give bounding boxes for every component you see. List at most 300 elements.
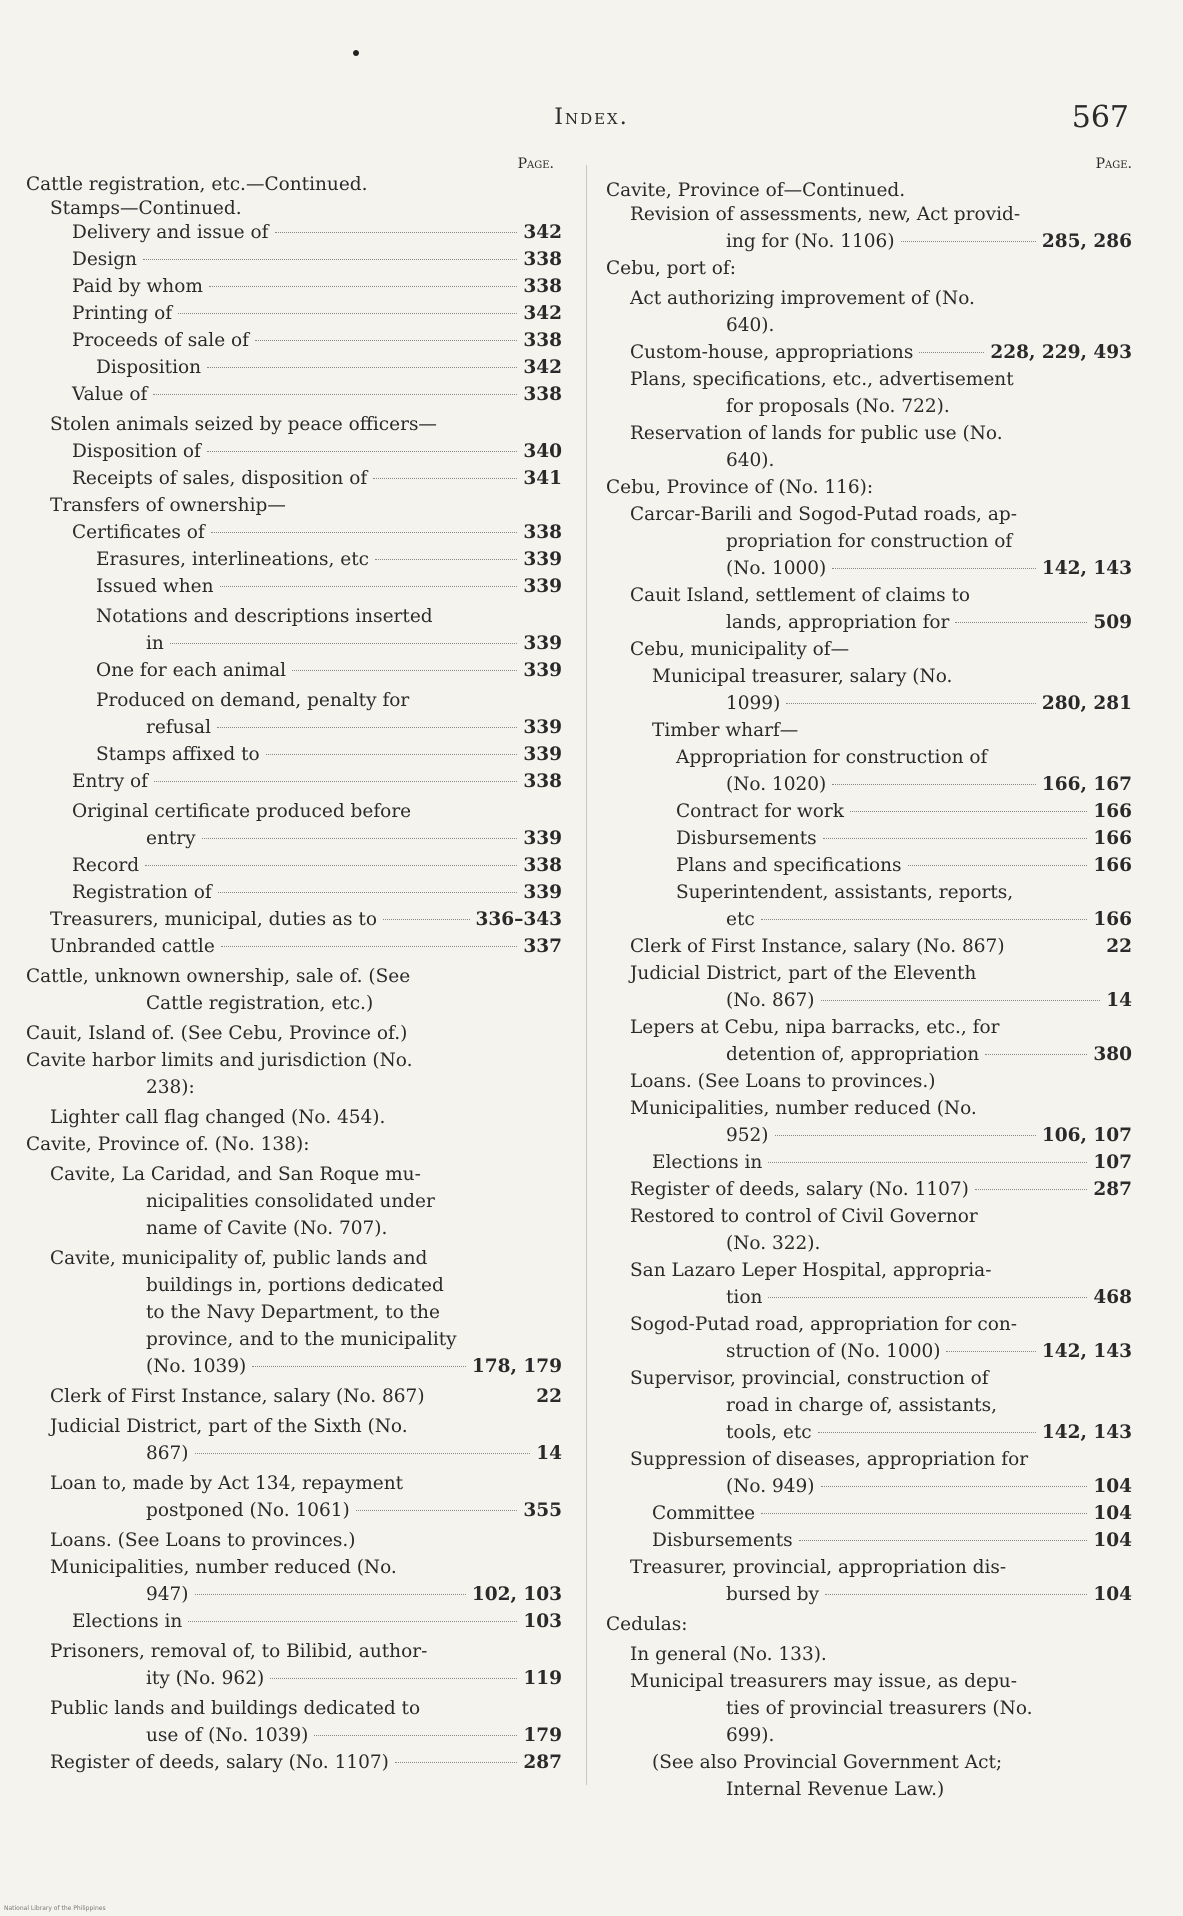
index-entry — [606, 612, 1132, 634]
entry-text: Elections in — [72, 1611, 183, 1632]
entry-text: ing for (No. 1106) — [726, 231, 895, 252]
entry-page-ref: 380 — [1093, 1044, 1132, 1065]
entry-text: tion — [726, 1287, 763, 1308]
entry-text: Judicial District, part of the Sixth (No. — [50, 1416, 408, 1437]
entry-page-ref: 468 — [1093, 1287, 1132, 1308]
entry-page-ref: 342 — [523, 222, 562, 243]
entry-text: Stamps affixed to — [96, 744, 260, 765]
entry-text: Sogod-Putad road, appropriation for con- — [630, 1314, 1018, 1335]
dot-leader — [145, 865, 517, 866]
entry-text: lands, appropriation for — [726, 612, 950, 633]
entry-text: Lighter call flag changed (No. 454). — [50, 1107, 386, 1128]
dot-leader — [832, 568, 1036, 569]
index-entry — [606, 1341, 1132, 1363]
index-entry — [606, 1476, 1132, 1498]
index-entry — [26, 1356, 562, 1378]
entry-text: Municipal treasurer, salary (No. — [652, 666, 953, 687]
index-entry — [606, 1206, 1132, 1228]
index-entry — [606, 639, 1132, 661]
dot-leader — [170, 643, 518, 644]
entry-text: Committee — [652, 1503, 756, 1524]
entry-text: (No. 1020) — [726, 774, 827, 795]
index-entry — [26, 1329, 562, 1351]
entry-text: refusal — [146, 717, 211, 738]
entry-page-ref: 179 — [523, 1725, 562, 1746]
entry-text: bursed by — [726, 1584, 820, 1605]
dot-leader — [373, 478, 517, 479]
entry-text: Cebu, Province of (No. 116): — [606, 477, 874, 498]
entry-text: Clerk of First Instance, salary (No. 867) — [50, 1386, 425, 1407]
entry-page-ref: 337 — [523, 936, 562, 957]
index-entry — [26, 606, 562, 628]
index-entry — [606, 423, 1132, 445]
dot-leader — [985, 1054, 1087, 1055]
index-entry — [606, 1644, 1132, 1666]
index-entry — [606, 1503, 1132, 1525]
index-entry — [606, 1152, 1132, 1174]
entry-text: Municipalities, number reduced (No. — [50, 1557, 397, 1578]
entry-text: Cavite, Province of—Continued. — [606, 180, 906, 201]
entry-text: Certificates of — [72, 522, 205, 543]
index-entry — [26, 222, 562, 244]
index-entry — [606, 1368, 1132, 1390]
index-entry — [606, 180, 1132, 202]
entry-page-ref: 339 — [523, 744, 562, 765]
index-entry — [26, 1584, 562, 1606]
entry-text: Cauit, Island of. (See Cebu, Province of.) — [26, 1023, 408, 1044]
index-entry — [606, 1614, 1132, 1636]
entry-text: 640). — [726, 450, 775, 471]
index-entry — [606, 342, 1132, 364]
entry-text: for proposals (No. 722). — [726, 396, 950, 417]
dot-leader — [786, 703, 1036, 704]
entry-text: Elections in — [652, 1152, 763, 1173]
index-entry — [26, 801, 562, 823]
index-entry — [26, 633, 562, 655]
entry-page-ref: 14 — [1106, 990, 1132, 1011]
index-entry — [606, 231, 1132, 253]
entry-text: Cavite harbor limits and jurisdiction (No. — [26, 1050, 413, 1071]
entry-text: Supervisor, provincial, construction of — [630, 1368, 989, 1389]
index-entry — [606, 1725, 1132, 1747]
dot-leader — [768, 1297, 1087, 1298]
entry-text: Cattle, unknown ownership, sale of. (See — [26, 966, 411, 987]
index-entry — [26, 576, 562, 598]
entry-page-ref: 342 — [523, 303, 562, 324]
dot-leader — [154, 781, 517, 782]
dot-leader — [195, 1594, 466, 1595]
index-entry — [26, 1191, 562, 1213]
entry-page-ref: 142, 143 — [1041, 1341, 1132, 1362]
index-entry — [606, 909, 1132, 931]
dot-leader — [217, 727, 517, 728]
entry-page-ref: 228, 229, 493 — [990, 342, 1132, 363]
entry-page-ref: 339 — [523, 633, 562, 654]
entry-page-ref: 339 — [523, 882, 562, 903]
index-entry — [606, 450, 1132, 472]
entry-text: postponed (No. 1061) — [146, 1500, 350, 1521]
index-entry — [606, 396, 1132, 418]
index-entry — [606, 1260, 1132, 1282]
dot-leader — [799, 1540, 1088, 1541]
entry-page-ref: 103 — [523, 1611, 562, 1632]
dot-leader — [823, 838, 1088, 839]
entry-page-ref: 338 — [523, 855, 562, 876]
entry-text: Internal Revenue Law.) — [726, 1779, 945, 1800]
entry-text: to the Navy Department, to the — [146, 1302, 440, 1323]
index-entry — [606, 963, 1132, 985]
index-entry — [26, 1107, 562, 1129]
index-entry — [606, 288, 1132, 310]
index-entry — [606, 1698, 1132, 1720]
page-title: Index. — [554, 105, 629, 130]
entry-page-ref: 22 — [536, 1386, 562, 1407]
entry-page-ref: 280, 281 — [1041, 693, 1132, 714]
entry-page-ref: 340 — [523, 441, 562, 462]
index-entry — [606, 1530, 1132, 1552]
index-entry — [26, 1530, 562, 1552]
dot-leader — [252, 1366, 466, 1367]
index-entry — [26, 1641, 562, 1663]
entry-page-ref: 336–343 — [475, 909, 562, 930]
index-entry — [26, 1752, 562, 1774]
dot-leader — [901, 241, 1036, 242]
index-entry — [606, 1044, 1132, 1066]
index-entry — [26, 1077, 562, 1099]
index-entry — [606, 1779, 1132, 1801]
index-entry — [606, 204, 1132, 226]
index-entry — [26, 1275, 562, 1297]
entry-text: nicipalities consolidated under — [146, 1191, 435, 1212]
entry-page-ref: 142, 143 — [1041, 1422, 1132, 1443]
entry-text: buildings in, portions dedicated — [146, 1275, 444, 1296]
entry-text: Cedulas: — [606, 1614, 688, 1635]
index-entry — [26, 1023, 562, 1045]
entry-page-ref: 106, 107 — [1041, 1125, 1132, 1146]
entry-text: Issued when — [96, 576, 214, 597]
entry-text: Prisoners, removal of, to Bilibid, author- — [50, 1641, 428, 1662]
index-entry — [26, 1725, 562, 1747]
entry-text: Disposition of — [72, 441, 201, 462]
entry-page-ref: 509 — [1093, 612, 1132, 633]
index-entry — [26, 1668, 562, 1690]
index-entry — [26, 414, 562, 436]
dot-leader — [314, 1735, 517, 1736]
dot-leader — [775, 1135, 1036, 1136]
entry-text: Cauit Island, settlement of claims to — [630, 585, 971, 606]
entry-page-ref: 166 — [1093, 828, 1132, 849]
entry-page-ref: 104 — [1093, 1503, 1132, 1524]
entry-text: entry — [146, 828, 196, 849]
entry-text: 238): — [146, 1077, 195, 1098]
index-entry — [606, 1071, 1132, 1093]
footer-tag: National Library of the Philippines — [4, 1905, 106, 1912]
entry-page-ref: 287 — [1093, 1179, 1132, 1200]
index-entry — [606, 747, 1132, 769]
entry-text: Transfers of ownership— — [50, 495, 286, 516]
entry-text: (No. 322). — [726, 1233, 821, 1254]
dot-leader — [832, 784, 1036, 785]
ink-dot — [353, 50, 359, 56]
index-entry — [606, 828, 1132, 850]
entry-text: Disbursements — [676, 828, 817, 849]
entry-text: Cavite, municipality of, public lands and — [50, 1248, 428, 1269]
entry-text: Register of deeds, salary (No. 1107) — [630, 1179, 969, 1200]
index-entry — [606, 801, 1132, 823]
index-entry — [26, 249, 562, 271]
column-divider — [586, 165, 587, 1785]
index-entry — [606, 1395, 1132, 1417]
dot-leader — [221, 946, 518, 947]
entry-page-ref: 339 — [523, 717, 562, 738]
entry-page-ref: 166 — [1093, 801, 1132, 822]
entry-text: Cattle registration, etc.) — [146, 993, 374, 1014]
index-entry — [26, 174, 562, 196]
index-entry — [606, 774, 1132, 796]
dot-leader — [178, 313, 517, 314]
entry-page-ref: 338 — [523, 522, 562, 543]
entry-page-ref: 166 — [1093, 909, 1132, 930]
entry-text: San Lazaro Leper Hospital, appropria- — [630, 1260, 992, 1281]
index-entry — [26, 966, 562, 988]
dot-leader — [143, 259, 517, 260]
entry-text: Produced on demand, penalty for — [96, 690, 410, 711]
index-entry — [606, 1233, 1132, 1255]
index-entry — [606, 936, 1132, 958]
entry-page-ref: 339 — [523, 660, 562, 681]
entry-page-ref: 166 — [1093, 855, 1132, 876]
dot-leader — [825, 1594, 1087, 1595]
dot-leader — [395, 1762, 518, 1763]
index-entry — [606, 1584, 1132, 1606]
entry-page-ref: 341 — [523, 468, 562, 489]
entry-text: (See also Provincial Government Act; — [652, 1752, 1003, 1773]
dot-leader — [153, 394, 517, 395]
entry-text: Reservation of lands for public use (No. — [630, 423, 1003, 444]
index-entry — [606, 720, 1132, 742]
entry-text: Entry of — [72, 771, 149, 792]
page-column-label: Page. — [1095, 156, 1132, 172]
index-entry — [606, 315, 1132, 337]
entry-page-ref: 338 — [523, 330, 562, 351]
index-entry — [606, 882, 1132, 904]
entry-text: Treasurers, municipal, duties as to — [50, 909, 377, 930]
entry-text: Value of — [72, 384, 148, 405]
index-entry — [26, 1500, 562, 1522]
index-entry — [26, 1164, 562, 1186]
index-entry — [26, 1248, 562, 1270]
entry-text: propriation for construction of — [726, 531, 1013, 552]
entry-text: Cattle registration, etc.—Continued. — [26, 174, 368, 195]
entry-text: One for each animal — [96, 660, 287, 681]
entry-page-ref: 119 — [523, 1668, 562, 1689]
dot-leader — [188, 1621, 517, 1622]
index-entry — [26, 909, 562, 931]
index-entry — [606, 258, 1132, 280]
index-entry — [26, 717, 562, 739]
entry-text: Loans. (See Loans to provinces.) — [50, 1530, 356, 1551]
entry-text: tools, etc — [726, 1422, 812, 1443]
dot-leader — [908, 865, 1088, 866]
index-entry — [26, 1218, 562, 1240]
entry-text: Act authorizing improvement of (No. — [630, 288, 975, 309]
entry-text: (No. 867) — [726, 990, 815, 1011]
entry-text: Treasurer, provincial, appropriation dis- — [630, 1557, 1007, 1578]
entry-text: Cavite, La Caridad, and San Roque mu- — [50, 1164, 421, 1185]
index-entry — [26, 522, 562, 544]
dot-leader — [207, 451, 517, 452]
index-entry — [606, 1017, 1132, 1039]
entry-page-ref: 104 — [1093, 1584, 1132, 1605]
entry-page-ref: 166, 167 — [1041, 774, 1132, 795]
index-entry — [26, 771, 562, 793]
index-entry — [26, 855, 562, 877]
index-entry — [26, 993, 562, 1015]
entry-text: road in charge of, assistants, — [726, 1395, 997, 1416]
index-entry — [26, 1557, 562, 1579]
entry-text: Design — [72, 249, 137, 270]
entry-page-ref: 178, 179 — [471, 1356, 562, 1377]
index-entry — [26, 1443, 562, 1465]
dot-leader — [195, 1453, 531, 1454]
entry-text: (No. 1039) — [146, 1356, 247, 1377]
entry-text: Public lands and buildings dedicated to — [50, 1698, 421, 1719]
entry-text: Municipalities, number reduced (No. — [630, 1098, 977, 1119]
entry-text: Erasures, interlineations, etc — [96, 549, 370, 570]
index-entry — [606, 1449, 1132, 1471]
dot-leader — [209, 286, 517, 287]
entry-text: Revision of assessments, new, Act provid- — [630, 204, 1021, 225]
index-entry — [26, 330, 562, 352]
entry-page-ref: 342 — [523, 357, 562, 378]
entry-text: Cavite, Province of. (No. 138): — [26, 1134, 310, 1155]
index-entry — [26, 882, 562, 904]
index-entry — [606, 558, 1132, 580]
entry-text: etc — [726, 909, 755, 930]
entry-text: Printing of — [72, 303, 173, 324]
entry-text: Unbranded cattle — [50, 936, 215, 957]
dot-leader — [356, 1510, 518, 1511]
entry-text: Original certificate produced before — [72, 801, 412, 822]
dot-leader — [375, 559, 517, 560]
index-entry — [26, 744, 562, 766]
entry-page-ref: 287 — [523, 1752, 562, 1773]
entry-text: Cebu, port of: — [606, 258, 736, 279]
entry-page-ref: 285, 286 — [1041, 231, 1132, 252]
dot-leader — [211, 532, 518, 533]
index-entry — [606, 531, 1132, 553]
entry-page-ref: 104 — [1093, 1530, 1132, 1551]
entry-text: (No. 1000) — [726, 558, 827, 579]
entry-text: In general (No. 133). — [630, 1644, 827, 1665]
index-entry — [26, 660, 562, 682]
index-entry — [606, 990, 1132, 1012]
index-entry — [606, 1125, 1132, 1147]
dot-leader — [202, 838, 518, 839]
entry-text: Receipts of sales, disposition of — [72, 468, 368, 489]
entry-text: (No. 949) — [726, 1476, 815, 1497]
entry-text: Judicial District, part of the Eleventh — [630, 963, 977, 984]
dot-leader — [768, 1162, 1087, 1163]
entry-page-ref: 338 — [523, 384, 562, 405]
index-entry — [26, 936, 562, 958]
entry-page-ref: 339 — [523, 828, 562, 849]
entry-text: 947) — [146, 1584, 189, 1605]
entry-text: Loan to, made by Act 134, repayment — [50, 1473, 404, 1494]
dot-leader — [821, 1000, 1101, 1001]
index-entry — [606, 504, 1132, 526]
index-entry — [606, 1314, 1132, 1336]
entry-page-ref: 102, 103 — [471, 1584, 562, 1605]
dot-leader — [919, 352, 984, 353]
entry-text: Contract for work — [676, 801, 844, 822]
entry-text: Stolen animals seized by peace officers— — [50, 414, 437, 435]
index-entry — [606, 1752, 1132, 1774]
index-entry — [26, 357, 562, 379]
entry-text: Paid by whom — [72, 276, 203, 297]
index-entry — [606, 1179, 1132, 1201]
dot-leader — [218, 892, 518, 893]
entry-text: Carcar-Barili and Sogod-Putad roads, ap- — [630, 504, 1017, 525]
dot-leader — [207, 367, 517, 368]
index-entry — [26, 1050, 562, 1072]
entry-text: Notations and descriptions inserted — [96, 606, 433, 627]
page-column-label: Page. — [517, 156, 554, 172]
dot-leader — [946, 1351, 1035, 1352]
entry-page-ref: 339 — [523, 549, 562, 570]
entry-page-ref: 107 — [1093, 1152, 1132, 1173]
dot-leader — [270, 1678, 517, 1679]
entry-text: Superintendent, assistants, reports, — [676, 882, 1014, 903]
index-entry — [26, 1134, 562, 1156]
entry-page-ref: 339 — [523, 576, 562, 597]
index-entry — [26, 198, 562, 220]
index-entry — [26, 1416, 562, 1438]
entry-text: ties of provincial treasurers (No. — [726, 1698, 1033, 1719]
index-entry — [606, 693, 1132, 715]
entry-text: in — [146, 633, 164, 654]
entry-text: Record — [72, 855, 140, 876]
index-entry — [26, 495, 562, 517]
index-entry — [26, 468, 562, 490]
entry-text: Disposition — [96, 357, 202, 378]
entry-page-ref: 338 — [523, 276, 562, 297]
entry-page-ref: 355 — [523, 1500, 562, 1521]
entry-text: 699). — [726, 1725, 775, 1746]
index-entry — [606, 666, 1132, 688]
dot-leader — [383, 919, 470, 920]
entry-text: Register of deeds, salary (No. 1107) — [50, 1752, 389, 1773]
entry-page-ref: 338 — [523, 249, 562, 270]
entry-text: Cebu, municipality of— — [630, 639, 850, 660]
index-entry — [606, 1287, 1132, 1309]
index-entry — [606, 1422, 1132, 1444]
entry-page-ref: 22 — [1106, 936, 1132, 957]
entry-text: detention of, appropriation — [726, 1044, 980, 1065]
index-entry — [26, 690, 562, 712]
index-entry — [26, 441, 562, 463]
entry-page-ref: 104 — [1093, 1476, 1132, 1497]
index-entry — [606, 1557, 1132, 1579]
dot-leader — [255, 340, 517, 341]
dot-leader — [761, 1513, 1087, 1514]
entry-text: Timber wharf— — [652, 720, 799, 741]
index-entry — [26, 276, 562, 298]
index-entry — [606, 1098, 1132, 1120]
entry-text: Clerk of First Instance, salary (No. 867) — [630, 936, 1005, 957]
dot-leader — [955, 622, 1087, 623]
entry-text: 867) — [146, 1443, 189, 1464]
